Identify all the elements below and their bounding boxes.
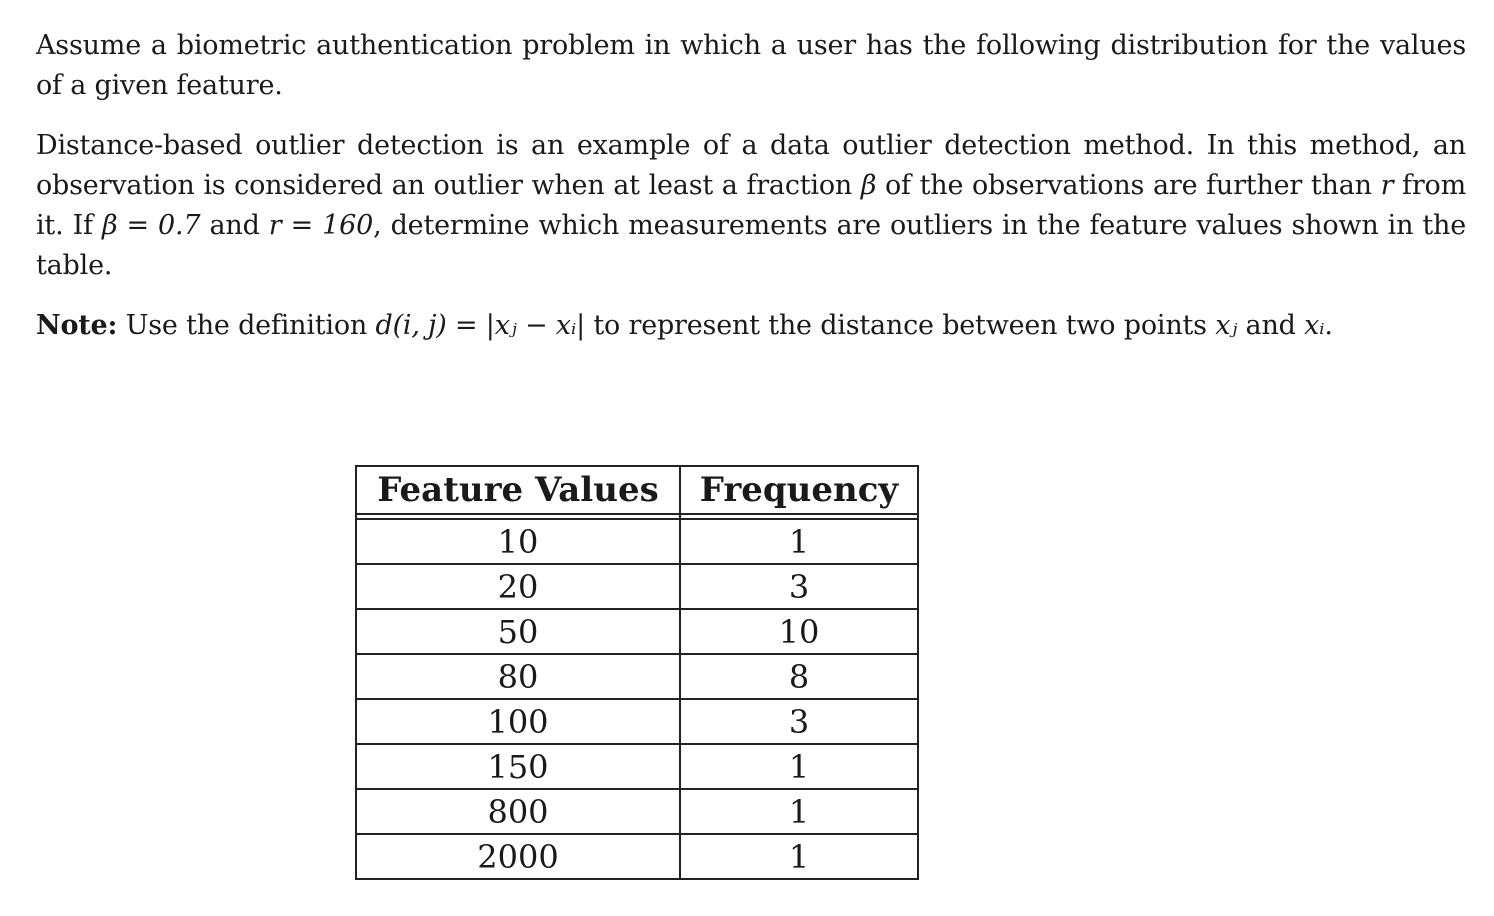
frequency-cell: 10 <box>681 610 919 655</box>
note-text-1: Use the definition <box>117 310 376 341</box>
feature-value-cell: 50 <box>355 610 681 655</box>
frequency-cell: 1 <box>681 518 919 565</box>
r-equation: r = 160 <box>268 210 374 241</box>
header-frequency: Frequency <box>681 465 919 515</box>
note-paragraph <box>36 306 1466 346</box>
table-row <box>355 700 919 745</box>
xj-symbol: xⱼ <box>1215 310 1238 341</box>
feature-frequency-table <box>355 465 919 880</box>
note-label: Note: <box>36 310 118 341</box>
frequency-cell: 3 <box>681 565 919 610</box>
frequency-cell: 1 <box>681 835 919 880</box>
note-text-4: . <box>1324 310 1333 341</box>
feature-value-cell: 800 <box>355 790 681 835</box>
table-row <box>355 655 919 700</box>
table-row <box>355 610 919 655</box>
method-paragraph <box>36 126 1466 286</box>
xi-symbol: xᵢ <box>1304 310 1325 341</box>
frequency-cell: 1 <box>681 745 919 790</box>
method-text-4: and <box>200 210 269 241</box>
feature-value-cell: 20 <box>355 565 681 610</box>
problem-statement <box>36 26 1466 346</box>
beta-symbol: β <box>860 170 877 201</box>
feature-table-container <box>355 465 919 880</box>
note-text-2: to represent the distance between two points <box>585 310 1216 341</box>
distance-formula: d(i, j) = |xⱼ − xᵢ| <box>375 310 586 341</box>
frequency-cell: 8 <box>681 655 919 700</box>
feature-value-cell: 150 <box>355 745 681 790</box>
method-text-3: from it. If <box>36 170 1466 241</box>
feature-value-cell: 100 <box>355 700 681 745</box>
feature-value-cell: 80 <box>355 655 681 700</box>
method-text-2: of the observations are further than <box>876 170 1381 201</box>
method-text-5: , determine which measurements are outliers in the feature values shown in the table. <box>36 210 1466 281</box>
table-row <box>355 835 919 880</box>
frequency-cell: 1 <box>681 790 919 835</box>
feature-value-cell: 2000 <box>355 835 681 880</box>
method-text-1: Distance-based outlier detection is an example of a data outlier detection method. In this method, an observation is considered an outlier when at least a fraction <box>36 130 1466 201</box>
intro-paragraph: Assume a biometric authentication problem in which a user has the following distribution for the values of a given feature. <box>36 30 1466 101</box>
feature-value-cell: 10 <box>355 518 681 565</box>
frequency-cell: 3 <box>681 700 919 745</box>
beta-equation: β = 0.7 <box>101 210 201 241</box>
table-row <box>355 565 919 610</box>
table-header-row <box>355 465 919 515</box>
r-symbol: r <box>1380 170 1394 201</box>
table-row <box>355 518 919 565</box>
table-row <box>355 790 919 835</box>
note-text-3: and <box>1237 310 1305 341</box>
table-row <box>355 745 919 790</box>
header-feature-values: Feature Values <box>355 465 681 515</box>
